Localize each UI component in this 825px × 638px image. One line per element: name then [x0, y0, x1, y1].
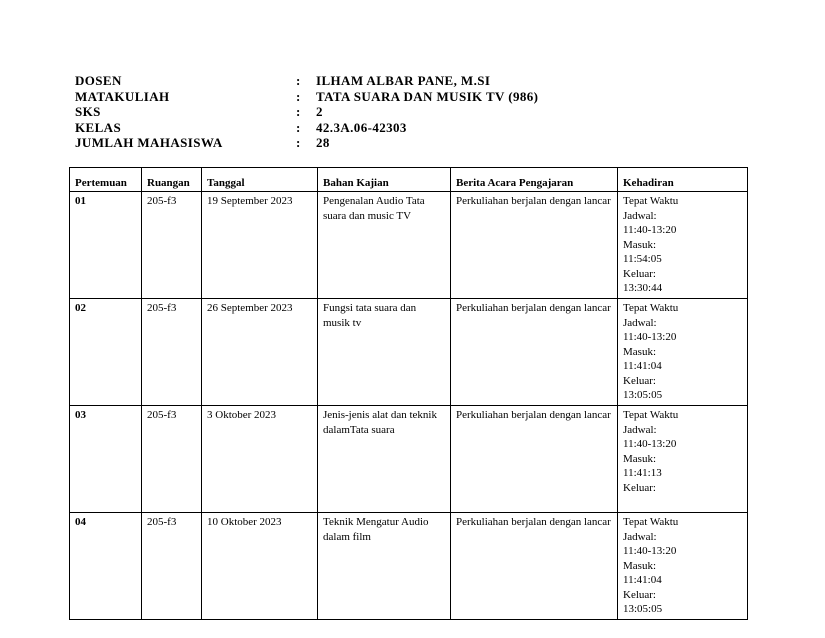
kehadiran-keluar-value: 13:05:05 — [623, 603, 663, 615]
cell-tanggal: 19 September 2023 — [202, 192, 318, 299]
kehadiran-keluar-label: Keluar: — [623, 267, 656, 280]
kehadiran-masuk-value: 11:41:04 — [623, 574, 662, 586]
cell-berita-acara: Perkuliahan berjalan dengan lancar — [451, 406, 618, 513]
info-label: DOSEN — [75, 73, 122, 88]
info-value: 2 — [316, 104, 323, 119]
info-row-sks — [75, 104, 538, 120]
cell-pertemuan: 03 — [70, 406, 142, 513]
cell-ruangan: 205-f3 — [142, 299, 202, 406]
cell-berita-acara: Perkuliahan berjalan dengan lancar — [451, 192, 618, 299]
cell-bahan-kajian: Pengenalan Audio Tata suara dan music TV — [318, 192, 451, 299]
cell-kehadiran — [618, 406, 748, 513]
kehadiran-masuk-label: Masuk: — [623, 452, 656, 465]
cell-bahan-kajian: Fungsi tata suara dan musik tv — [318, 299, 451, 406]
cell-pertemuan: 01 — [70, 192, 142, 299]
kehadiran-status: Tepat Waktu — [623, 409, 679, 421]
table-row — [70, 513, 748, 620]
kehadiran-masuk-value: 11:41:13 — [623, 467, 662, 479]
info-colon: : — [296, 104, 301, 119]
info-label: SKS — [75, 104, 101, 119]
header-ruangan: Ruangan — [142, 168, 202, 192]
kehadiran-status: Tepat Waktu — [623, 195, 679, 207]
info-value: 42.3A.06-42303 — [316, 119, 407, 135]
cell-kehadiran — [618, 513, 748, 620]
cell-ruangan: 205-f3 — [142, 406, 202, 513]
kehadiran-keluar-value: 13:30:44 — [623, 282, 663, 294]
kehadiran-status: Tepat Waktu — [623, 516, 679, 528]
cell-berita-acara: Perkuliahan berjalan dengan lancar — [451, 299, 618, 406]
kehadiran-jadwal-value: 11:40-13:20 — [623, 438, 677, 450]
header-berita-acara: Berita Acara Pengajaran — [451, 168, 618, 192]
table-row — [70, 192, 748, 299]
header-bahan-kajian: Bahan Kajian — [318, 168, 451, 192]
cell-bahan-kajian: Teknik Mengatur Audio dalam film — [318, 513, 451, 620]
cell-kehadiran — [618, 192, 748, 299]
info-value: 28 — [316, 135, 330, 150]
kehadiran-masuk-value: 11:54:05 — [623, 253, 662, 265]
info-label: JUMLAH MAHASISWA — [75, 135, 223, 150]
table-row — [70, 406, 748, 513]
header-tanggal: Tanggal — [202, 168, 318, 192]
info-label: MATAKULIAH — [75, 88, 170, 104]
info-value: TATA SUARA DAN MUSIK TV (986) — [316, 88, 539, 104]
kehadiran-masuk-label: Masuk: — [623, 238, 656, 251]
kehadiran-jadwal-value: 11:40-13:20 — [623, 331, 677, 343]
info-row-kelas — [75, 120, 538, 136]
kehadiran-keluar-label: Keluar: — [623, 481, 656, 494]
cell-tanggal: 3 Oktober 2023 — [202, 406, 318, 513]
kehadiran-keluar-value: 13:05:05 — [623, 389, 663, 401]
cell-berita-acara: Perkuliahan berjalan dengan lancar — [451, 513, 618, 620]
kehadiran-jadwal-value: 11:40-13:20 — [623, 545, 677, 557]
course-info — [75, 73, 538, 151]
kehadiran-status: Tepat Waktu — [623, 302, 679, 314]
info-label: KELAS — [75, 119, 122, 135]
cell-tanggal: 26 September 2023 — [202, 299, 318, 406]
kehadiran-masuk-value: 11:41:04 — [623, 360, 662, 372]
info-value: ILHAM ALBAR PANE, M.SI — [316, 73, 491, 88]
info-colon: : — [296, 135, 301, 150]
kehadiran-keluar-label: Keluar: — [623, 588, 656, 601]
kehadiran-jadwal-label: Jadwal: — [623, 316, 657, 329]
table-row — [70, 299, 748, 406]
header-pertemuan: Pertemuan — [70, 168, 142, 192]
cell-tanggal: 10 Oktober 2023 — [202, 513, 318, 620]
cell-pertemuan: 04 — [70, 513, 142, 620]
info-colon: : — [296, 73, 301, 88]
info-colon: : — [296, 119, 301, 135]
info-colon: : — [296, 88, 301, 104]
cell-bahan-kajian: Jenis-jenis alat dan teknik dalamTata suara — [318, 406, 451, 513]
kehadiran-jadwal-value: 11:40-13:20 — [623, 224, 677, 236]
kehadiran-keluar-label: Keluar: — [623, 374, 656, 387]
info-row-dosen — [75, 73, 538, 89]
info-row-jumlah-mahasiswa — [75, 135, 538, 151]
kehadiran-jadwal-label: Jadwal: — [623, 209, 657, 222]
kehadiran-masuk-label: Masuk: — [623, 345, 656, 358]
table-header-row — [70, 168, 748, 192]
kehadiran-masuk-label: Masuk: — [623, 559, 656, 572]
cell-pertemuan: 02 — [70, 299, 142, 406]
cell-kehadiran — [618, 299, 748, 406]
kehadiran-jadwal-label: Jadwal: — [623, 530, 657, 543]
info-row-matakuliah — [75, 89, 538, 105]
kehadiran-jadwal-label: Jadwal: — [623, 423, 657, 436]
cell-ruangan: 205-f3 — [142, 192, 202, 299]
header-kehadiran: Kehadiran — [618, 168, 748, 192]
cell-ruangan: 205-f3 — [142, 513, 202, 620]
attendance-table — [69, 167, 748, 620]
